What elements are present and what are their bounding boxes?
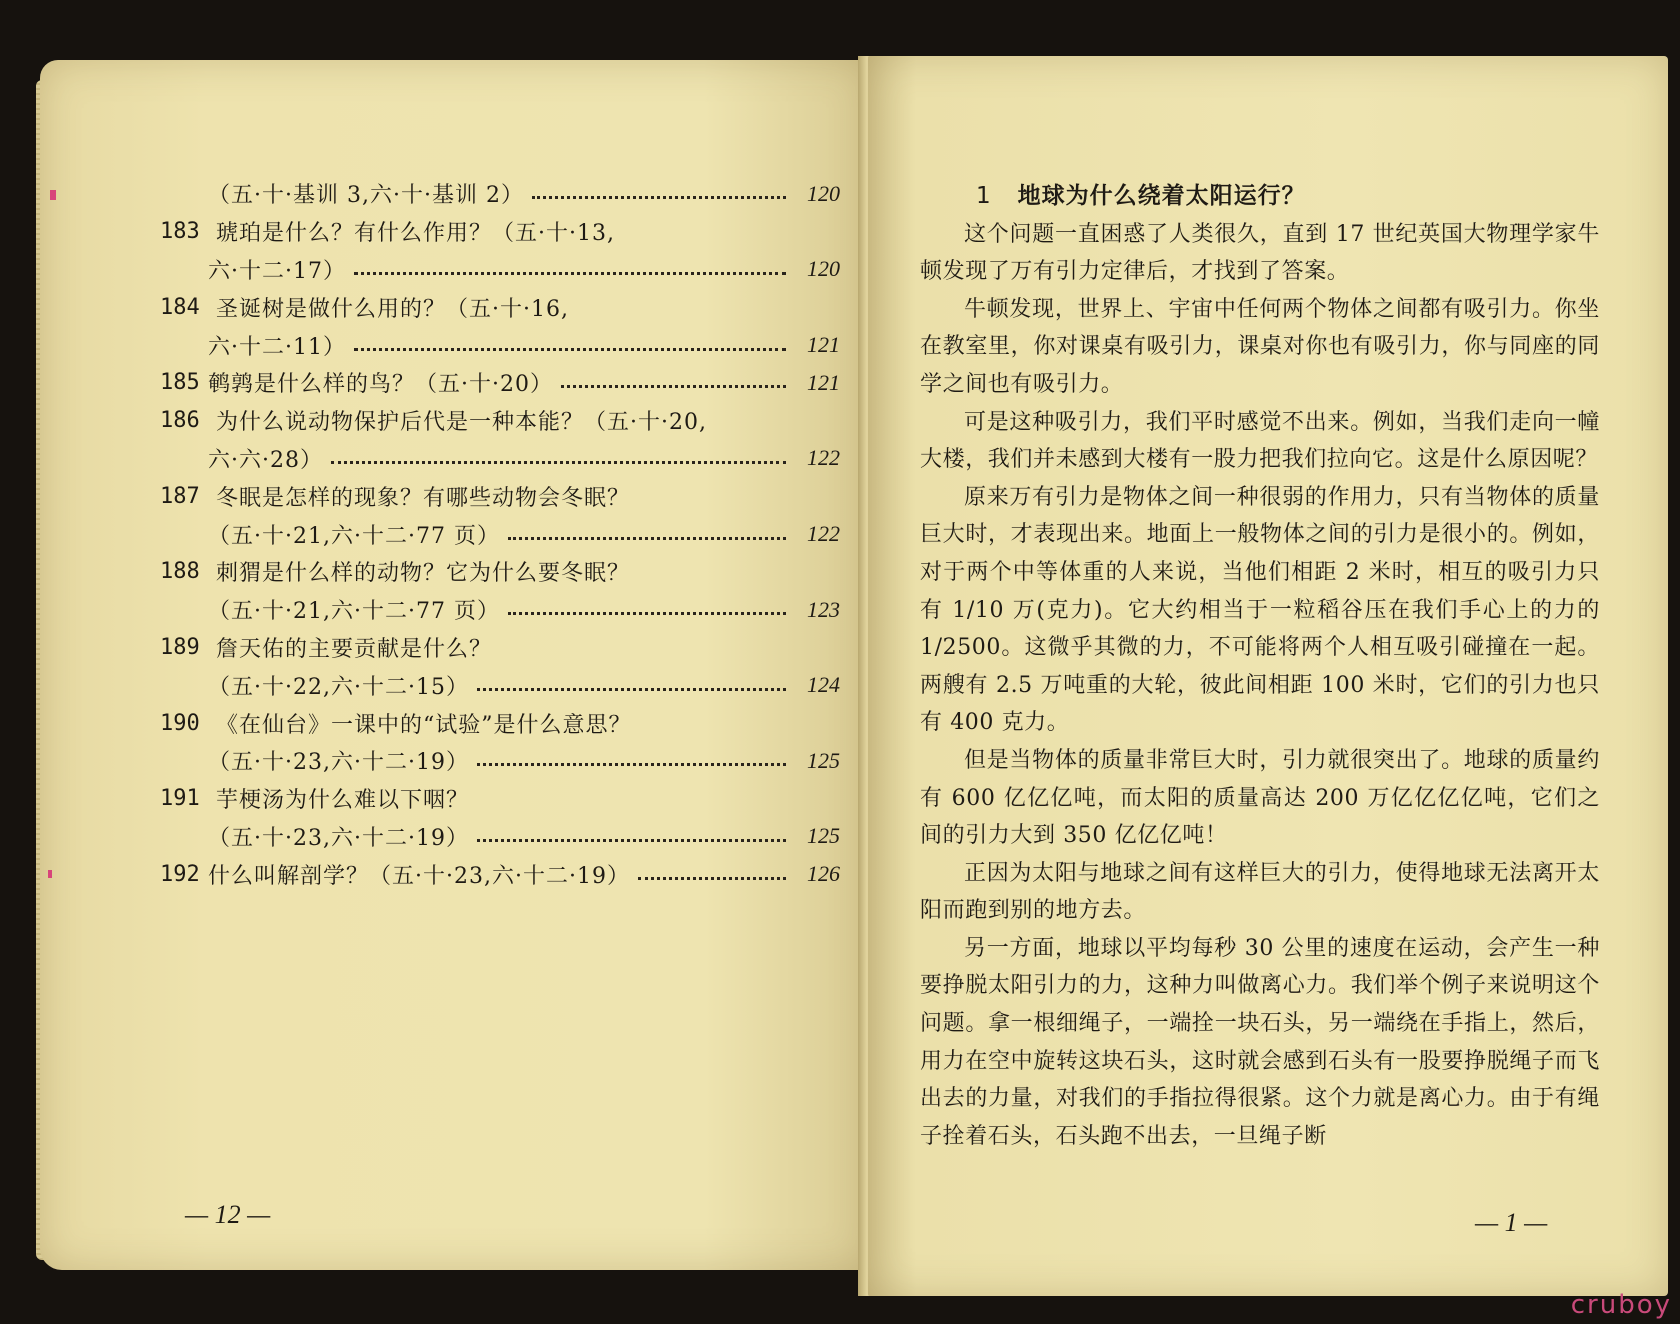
toc-entry [160,553,840,591]
toc-entry [160,666,840,704]
leader-dots [638,877,786,880]
toc-entry [160,477,840,515]
watermark: cruboy [1570,1290,1672,1320]
toc-entry-continuation [208,254,840,285]
article-paragraph: 另一方面，地球以平均每秒 30 公里的速度在运动，会产生一种要挣脱太阳引力的力，这种力叫做离心力。我们举个例子来说明这个问题。拿一根细绳子，一端拴一块石头，另一端绕在手指上，然后，用力在空中旋转这块石头，这时就会感到石头有一股要挣脱绳子而飞出去的力量，对我们的手指拉得很紧。这个力就是离心力。由于有绳子拴着石头，石头跑不出去，一旦绳子断 [920,935,1600,1149]
toc-entry-page: 120 [807,180,840,206]
toc-entry-page: 121 [807,332,840,358]
toc-entry [160,629,840,667]
leader-dots [354,348,786,351]
question-heading [920,178,1600,216]
toc-entry [160,326,840,364]
toc-entry-ref: 鹌鹑是什么样的鸟？（五·十·20） [208,372,553,398]
leader-dots [508,612,786,615]
toc-entry-ref: （五·十·基训 3,六·十·基训 2） [208,183,524,209]
toc-entry-ref: 六·十二·11） [208,334,346,360]
toc-entry-continuation [208,330,840,361]
toc-entry-number: 187 [160,483,200,509]
toc-entry-title: 刺猬是什么样的动物？它为什么要冬眠？ [216,561,631,587]
toc-entry-page: 122 [807,445,840,471]
toc-entry-number: 191 [160,786,200,812]
toc-entry-title: 圣诞树是做什么用的？（五·十·16, [216,296,569,322]
toc-entry-continuation [208,367,840,398]
toc-entry-page: 125 [807,823,840,849]
toc-entry-page: 124 [807,672,840,698]
toc-entry-number: 185 [160,370,200,396]
article [920,178,1600,1155]
toc-entry-title: 琥珀是什么？有什么作用？（五·十·13, [216,221,615,247]
toc-entry-continuation [208,519,840,550]
leader-dots [477,763,786,766]
article-paragraph: 正因为太阳与地球之间有这样巨大的引力，使得地球无法离开太阳而跑到别的地方去。 [920,860,1600,924]
toc-entry [160,213,840,251]
toc-entry-continuation [208,670,840,701]
toc-entry-ref: （五·十·23,六·十二·19） [208,825,469,851]
toc-entry-continuation [208,178,840,209]
toc-entry-page: 125 [807,747,840,773]
toc-entry-number: 186 [160,408,200,434]
toc-entry [160,175,840,213]
toc-entry-page: 121 [807,369,840,395]
toc-entry [160,440,840,478]
toc-entry-ref: （五·十·23,六·十二·19） [208,750,469,776]
toc-entry-number: 190 [160,710,200,736]
article-paragraph: 原来万有引力是物体之间一种很弱的作用力，只有当物体的质量巨大时，才表现出来。地面上一般物体之间的引力是很小的。例如，对于两个中等体重的人来说，当他们相距 2 米时，相互的吸引力只有 1/10 万(克力)。它大约相当于一粒稻谷压在我们手心上的力的 1/2500。这微乎其微的力，不可能将两个人相互吸引碰撞在一起。两艘有 2.5 万吨重的大轮，彼此间相距 100 米时，它们的引力也只有 400 克力。 [920,484,1600,736]
toc-entry-continuation [208,443,840,474]
article-paragraph: 但是当物体的质量非常巨大时，引力就很突出了。地球的质量约有 600 亿亿亿吨，而太阳的质量高达 200 万亿亿亿亿吨，它们之间的引力大到 350 亿亿亿吨！ [920,747,1600,849]
toc-entry [160,780,840,818]
toc-entry-number: 189 [160,634,200,660]
article-paragraph: 这个问题一直困惑了人类很久，直到 17 世纪英国大物理学家牛顿发现了万有引力定律后，才找到了答案。 [920,221,1600,285]
pink-mark [50,190,56,200]
toc-entry [160,515,840,553]
toc-entry [160,742,840,780]
article-body [920,216,1600,1156]
toc-entry-ref: 六·十二·17） [208,258,346,284]
toc-entry [160,364,840,402]
leader-dots [477,688,786,691]
toc-entry-ref: （五·十·21,六·十二·77 页） [208,523,500,549]
right-page-number: — 1 — [1475,1208,1548,1237]
pink-mark [48,870,52,878]
toc-entry-continuation [208,821,840,852]
toc-entry-number: 183 [160,219,200,245]
toc-entry [160,251,840,289]
question-title: 地球为什么绕着太阳运行？ [1017,183,1306,209]
toc-entry [160,402,840,440]
toc-entry [160,704,840,742]
leader-dots [477,839,786,842]
leader-dots [354,272,786,275]
toc-entry-ref: 什么叫解剖学？（五·十·23,六·十二·19） [208,863,630,889]
leader-dots [561,385,786,388]
toc-entry-ref: （五·十·22,六·十二·15） [208,674,469,700]
article-paragraph: 可是这种吸引力，我们平时感觉不出来。例如，当我们走向一幢大楼，我们并未感到大楼有一股力把我们拉向它。这是什么原因呢？ [920,409,1600,473]
toc-entry-title: 《在仙台》一课中的“试验”是什么意思？ [216,712,632,738]
toc-entry-number: 192 [160,861,200,887]
article-paragraph: 牛顿发现，世界上、宇宙中任何两个物体之间都有吸引力。你坐在教室里，你对课桌有吸引力，课桌对你也有吸引力，你与同座的同学之间也有吸引力。 [920,296,1600,397]
toc-entry [160,818,840,856]
toc-entry-ref: 六·六·28） [208,447,323,473]
table-of-contents [160,175,840,893]
toc-entry-title: 芋梗汤为什么难以下咽？ [216,788,470,814]
toc-entry-page: 123 [807,596,840,622]
toc-entry [160,591,840,629]
toc-entry [160,855,840,893]
toc-entry-page: 126 [807,861,840,887]
toc-entry-title: 为什么说动物保护后代是一种本能？（五·十·20, [216,410,707,436]
toc-entry-page: 122 [807,521,840,547]
leader-dots [331,461,786,464]
toc-entry-number: 188 [160,559,200,585]
toc-entry [160,288,840,326]
question-number: 1 [976,183,992,209]
toc-entry-continuation [208,594,840,625]
leader-dots [532,196,786,199]
toc-entry-ref: （五·十·21,六·十二·77 页） [208,599,500,625]
toc-entry-number: 184 [160,294,200,320]
toc-entry-title: 冬眠是怎样的现象？有哪些动物会冬眠？ [216,485,631,511]
leader-dots [508,537,786,540]
toc-entry-continuation [208,745,840,776]
toc-entry-page: 120 [807,256,840,282]
left-page-number: — 12 — [185,1200,271,1229]
toc-entry-title: 詹天佑的主要贡献是什么？ [216,636,493,662]
toc-entry-continuation [208,859,840,890]
